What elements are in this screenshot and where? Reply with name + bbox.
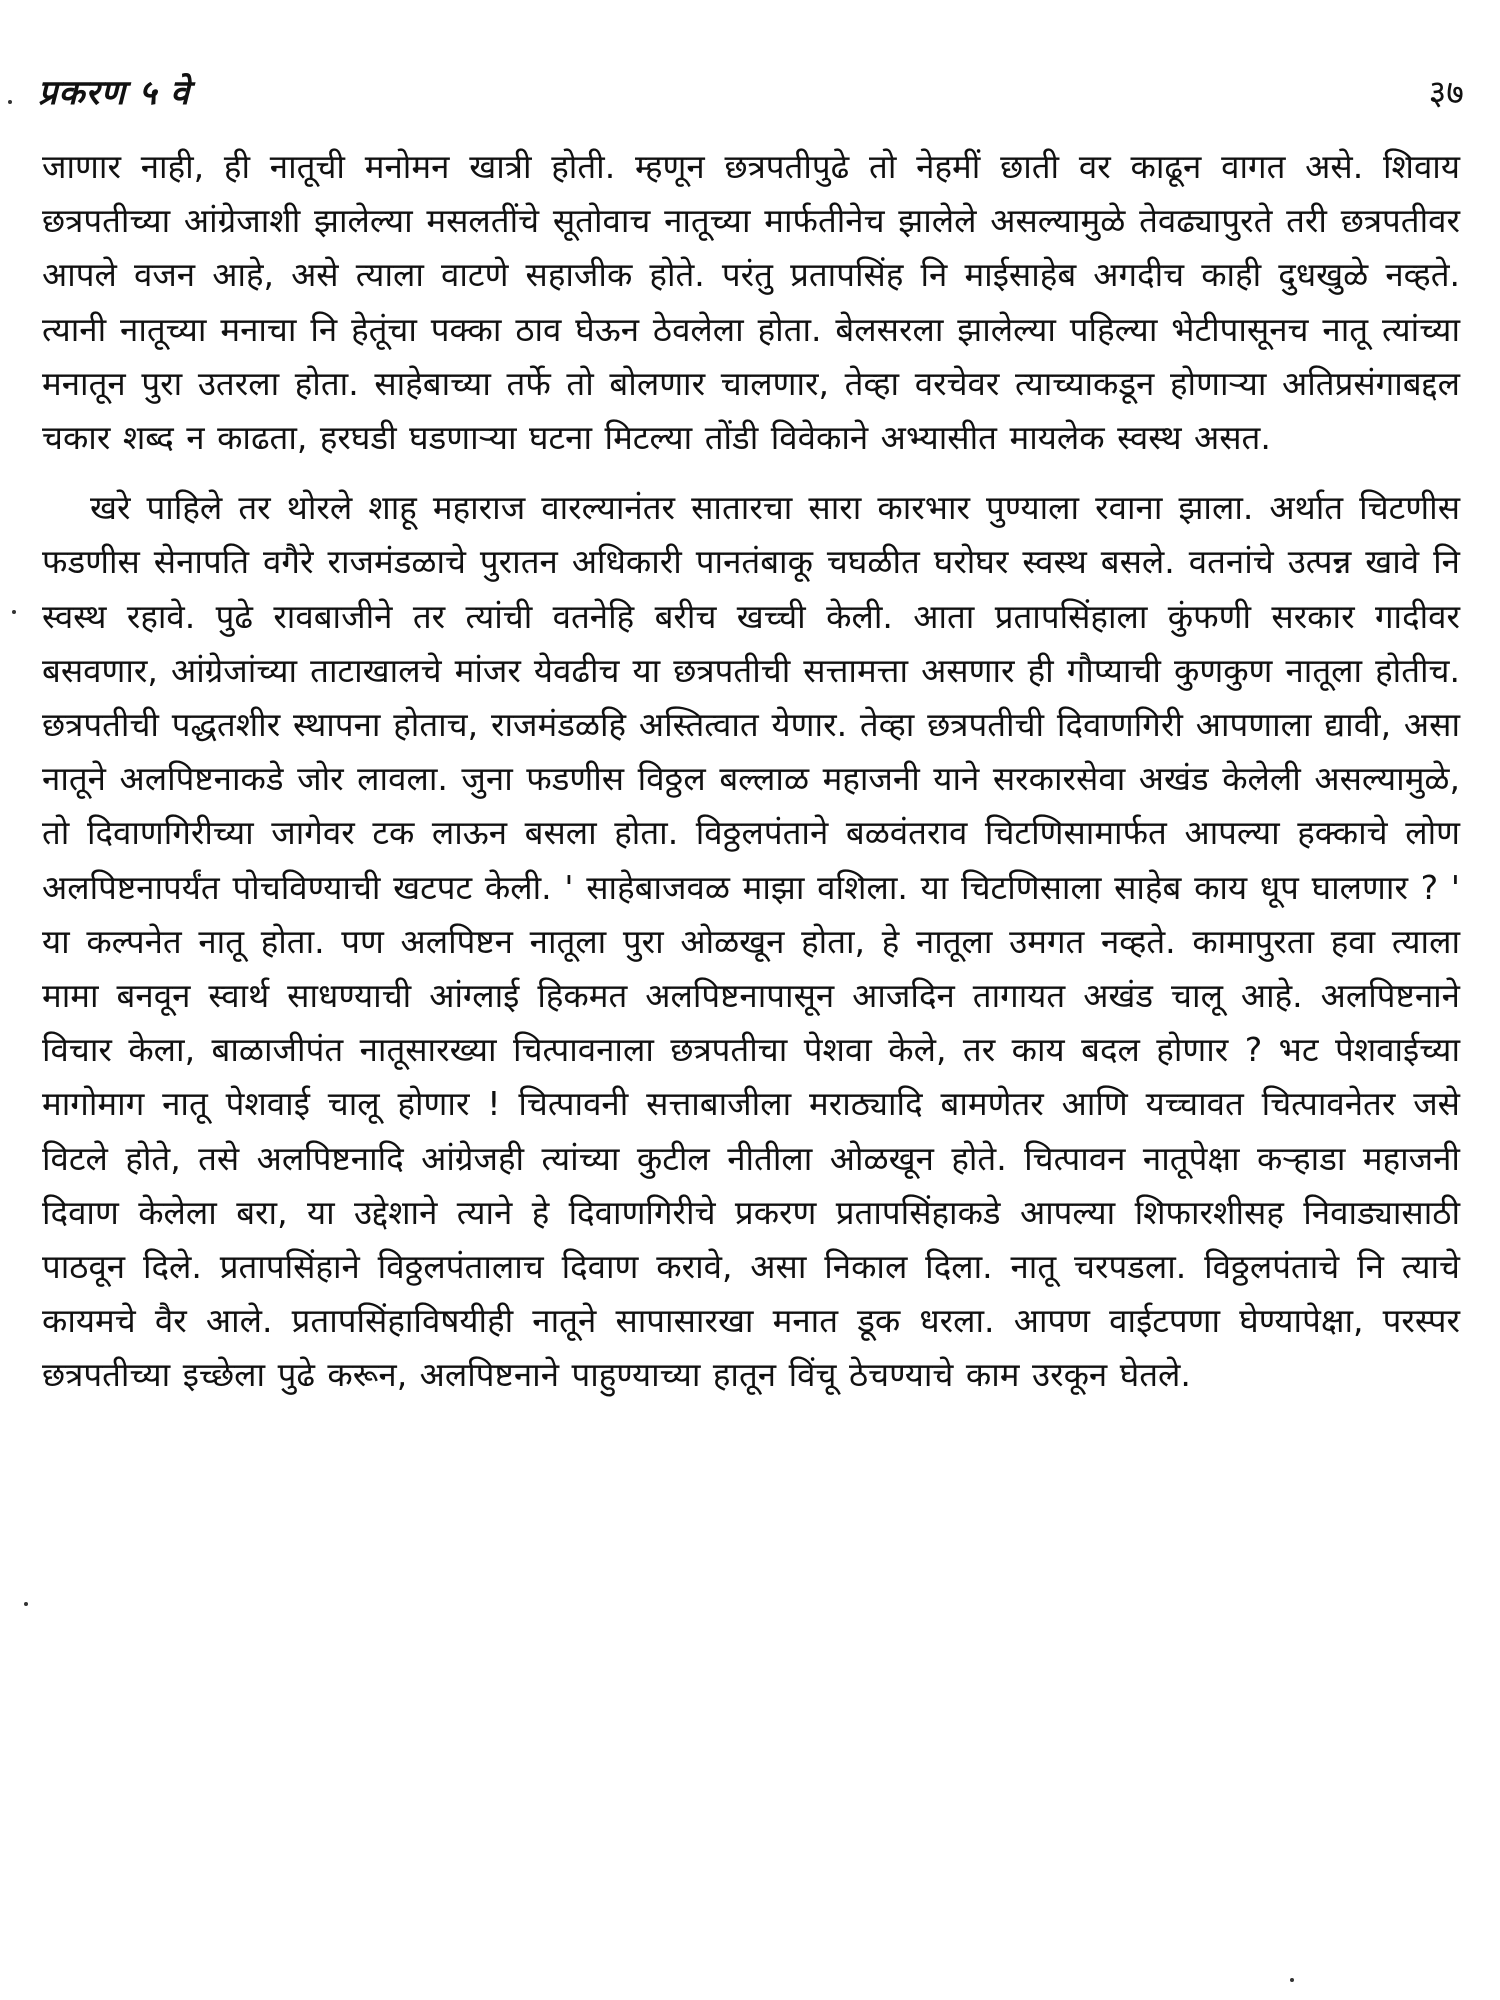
scan-speck <box>1290 1978 1294 1982</box>
scan-speck <box>24 1602 28 1606</box>
paragraph-1: जाणार नाही, ही नातूची मनोमन खात्री होती. म्हणून छत्रपतीपुढे तो नेहमीं छाती वर काढून वागत असे. शिवाय छत्रपतीच्या आंग्रेजाशी झालेल्या मसलतींचे सूतोवाच नातूच्या मार्फतीनेच झालेले असल्यामुळे तेवढ्यापुरते तरी छत्रपतीवर आपले वजन आहे, असे त्याला वाटणे सहाजीक होते. परंतु प्रतापसिंह नि माईसाहेब अगदीच काही दुधखुळे नव्हते. त्यानी नातूच्या मनाचा नि हेतूंचा पक्का ठाव घेऊन ठेवलेला होता. बेलसरला झालेल्या पहिल्या भेटीपासूनच नातू त्यांच्या मनातून पुरा उतरला होता. साहेबाच्या तर्फे तो बोलणार चालणार, तेव्हा वरचेवर त्याच्याकडून होणाऱ्या अतिप्रसंगाबद्दल चकार शब्द न काढता, हरघडी घडणाऱ्या घटना मिटल्या तोंडी विवेकाने अभ्यासीत मायलेक स्वस्थ असत. <box>42 147 1460 458</box>
page-body <box>42 140 1460 1403</box>
scan-speck <box>12 610 16 614</box>
paragraph-2: खरे पाहिले तर थोरले शाहू महाराज वारल्यानंतर सातारचा सारा कारभार पुण्याला रवाना झाला. अर्थात चिटणीस फडणीस सेनापति वगैरे राजमंडळाचे पुरातन अधिकारी पानतंबाकू चघळीत घरोघर स्वस्थ बसले. वतनांचे उत्पन्न खावे नि स्वस्थ रहावे. पुढे रावबाजीने तर त्यांची वतनेहि बरीच खच्ची केली. आता प्रतापसिंहाला कुंफणी सरकार गादीवर बसवणार, आंग्रेजांच्या ताटाखालचे मांजर येवढीच या छत्रपतीची सत्तामत्ता असणार ही गौप्याची कुणकुण नातूला होतीच. छत्रपतीची पद्धतशीर स्थापना होताच, राजमंडळहि अस्तित्वात येणार. तेव्हा छत्रपतीची दिवाणगिरी आपणाला द्यावी, असा नातूने अलपिष्टनाकडे जोर लावला. जुना फडणीस विठ्ठल बल्लाळ महाजनी याने सरकारसेवा अखंड केलेली असल्यामुळे, तो दिवाणगिरीच्या जागेवर टक लाऊन बसला होता. विठ्ठलपंताने बळवंतराव चिटणिसामार्फत आपल्या हक्काचे लोण अलपिष्टनापर्यंत पोचविण्याची खटपट केली. ' साहेबाजवळ माझा वशिला. या चिटणिसाला साहेब काय धूप घालणार ? ' या कल्पनेत नातू होता. पण अलपिष्टन नातूला पुरा ओळखून होता, हे नातूला उमगत नव्हते. कामापुरता हवा त्याला मामा बनवून स्वार्थ साधण्याची आंग्लाई हिकमत अलपिष्टनापासून आजदिन तागायत अखंड चालू आहे. अलपिष्टनाने विचार केला, बाळाजीपंत नातूसारख्या चित्पावनाला छत्रपतीचा पेशवा केले, तर काय बदल होणार ? भट पेशवाईच्या मागोमाग नातू पेशवाई चालू होणार ! चित्पावनी सत्ताबाजीला मराठ्यादि बामणेतर आणि यच्चावत चित्पावनेतर जसे विटले होते, तसे अलपिष्टनादि आंग्रेजही त्यांच्या कुटील नीतीला ओळखून होते. चित्पावन नातूपेक्षा कऱ्हाडा महाजनी दिवाण केलेला बरा, या उद्देशाने त्याने हे दिवाणगिरीचे प्रकरण प्रतापसिंहाकडे आपल्या शिफारशीसह निवाड्यासाठी पाठवून दिले. प्रतापसिंहाने विठ्ठलपंतालाच दिवाण करावे, असा निकाल दिला. नातू चरपडला. विठ्ठलपंताचे नि त्याचे कायमचे वैर आले. प्रतापसिंहाविषयीही नातूने सापासारखा मनात डूक धरला. आपण वाईटपणा घेण्यापेक्षा, परस्पर छत्रपतीच्या इच्छेला पुढे करून, अलपिष्टनाने पाहुण्याच्या हातून विंचू ठेचण्याचे काम उरकून घेतले. <box>42 488 1460 1395</box>
scan-speck <box>8 100 12 104</box>
page-number: ३७ <box>1428 73 1464 113</box>
chapter-heading: प्रकरण ५ वे <box>38 73 191 113</box>
page-header <box>38 68 1464 128</box>
